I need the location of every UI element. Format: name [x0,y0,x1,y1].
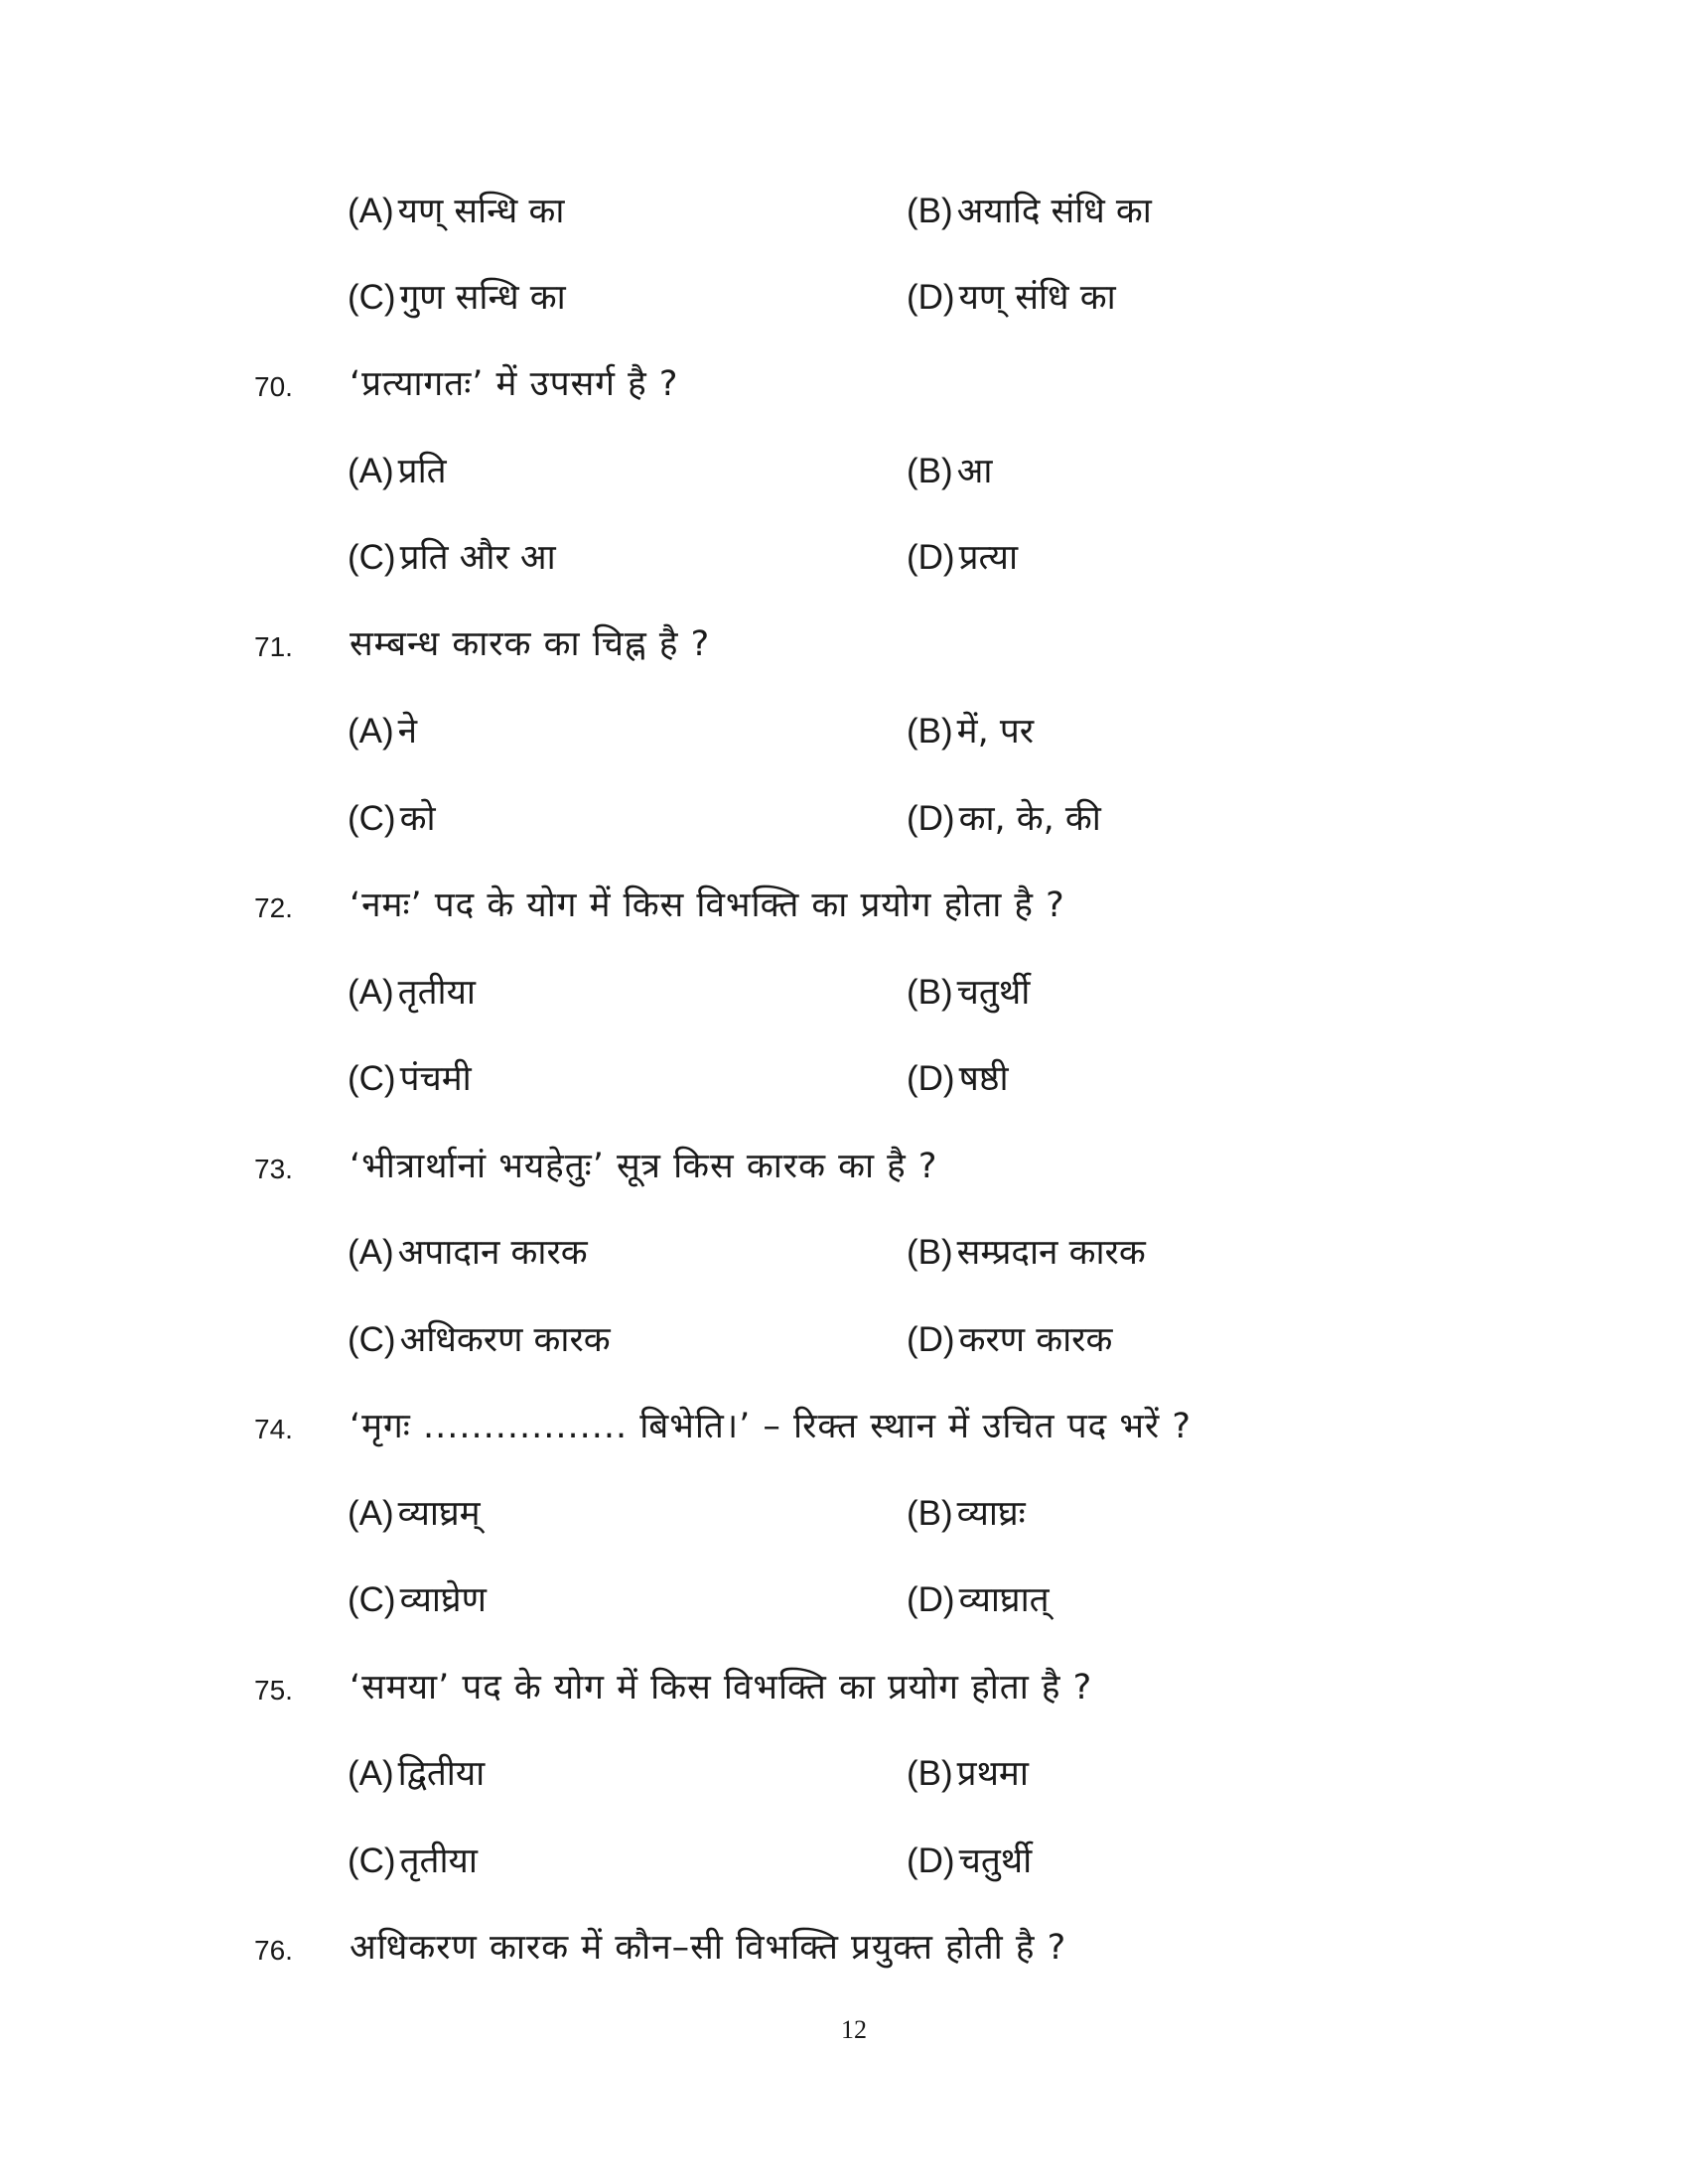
option-row [0,1749,1688,1809]
question-number: 73. [254,1154,293,1184]
option-d [907,533,1018,580]
option-label: (D) [907,1059,955,1098]
question-text: ‘प्रत्यागतः’ में उपसर्ग है ? [350,364,679,404]
option-b [907,447,992,493]
option-label: (B) [907,1754,953,1793]
question-text: ‘मृगः ................. बिभेति।’ – रिक्त स्थान में उचित पद भरें ? [350,1407,1192,1446]
option-label: (C) [348,538,396,577]
option-text: अपादान कारक [397,1233,588,1273]
option-row [0,273,1688,333]
option-row [0,1228,1688,1288]
option-d [907,273,1116,320]
option-label: (D) [907,1580,955,1619]
option-label: (A) [348,1494,394,1533]
option-a [348,187,564,233]
option-label: (C) [348,1580,396,1619]
option-label: (B) [907,192,953,230]
option-a [348,1749,485,1796]
option-label: (B) [907,1494,953,1533]
option-a [348,1228,588,1275]
option-d [907,794,1101,841]
option-b [907,707,1034,753]
option-a [348,968,476,1015]
option-label: (C) [348,1320,396,1359]
option-row [0,187,1688,246]
option-c [348,1315,611,1362]
question-number: 75. [254,1675,293,1706]
question-row [0,1402,1688,1461]
question-text: ‘भीत्रार्थानां भयहेतुः’ सूत्र किस कारक का है ? [350,1147,938,1186]
option-b [907,1489,1026,1536]
option-text: प्रत्या [958,538,1019,578]
option-c [348,1575,487,1622]
option-text: गुण सन्धि का [399,278,566,318]
question-row [0,619,1688,679]
option-label: (C) [348,1059,396,1098]
question-row [0,1923,1688,1982]
option-a [348,707,417,753]
option-row [0,968,1688,1027]
option-text: यण् सन्धि का [397,192,565,231]
question-number: 74. [254,1414,293,1444]
question-number: 76. [254,1935,293,1966]
option-label: (D) [907,799,955,838]
option-text: को [399,799,436,839]
question-number: 71. [254,631,293,662]
option-label: (A) [348,1233,394,1272]
option-label: (D) [907,1842,955,1880]
option-d [907,1837,1032,1883]
option-text: व्याघ्रः [956,1494,1026,1534]
option-c [348,1837,478,1883]
option-c [348,533,556,580]
option-text: व्याघ्रेण [399,1580,487,1620]
option-label: (D) [907,1320,955,1359]
option-a [348,1489,481,1536]
option-b [907,1749,1029,1796]
question-row [0,1663,1688,1722]
question-text: ‘नमः’ पद के योग में किस विभक्ति का प्रयोग होता है ? [350,886,1065,925]
option-text: चतुर्थी [958,1842,1033,1881]
option-text: प्रति [397,452,447,491]
option-row [0,707,1688,766]
option-label: (A) [348,712,394,751]
option-text: में, पर [956,712,1035,751]
option-text: चतुर्थी [956,973,1031,1013]
option-text: अधिकरण कारक [399,1320,611,1360]
option-label: (B) [907,1233,953,1272]
question-text: सम्बन्ध कारक का चिह्न है ? [350,624,711,664]
option-text: व्याघ्रम् [397,1494,481,1534]
option-text: का, के, की [958,799,1101,839]
option-b [907,187,1152,233]
option-row [0,447,1688,506]
option-text: तृतीया [399,1842,478,1881]
question-text: ‘समया’ पद के योग में किस विभक्ति का प्रयोग होता है ? [350,1668,1093,1707]
option-label: (C) [348,1842,396,1880]
option-label: (C) [348,278,396,317]
option-text: द्वितीया [397,1754,486,1794]
option-text: सम्प्रदान कारक [956,1233,1146,1273]
option-c [348,1054,472,1101]
option-text: करण कारक [958,1320,1113,1360]
question-row [0,1142,1688,1201]
option-text: अयादि संधि का [956,192,1152,231]
option-label: (C) [348,799,396,838]
option-row [0,794,1688,854]
option-c [348,794,436,841]
option-label: (A) [348,452,394,490]
option-text: ने [397,712,418,751]
option-label: (A) [348,973,394,1012]
option-d [907,1315,1112,1362]
option-label: (D) [907,278,955,317]
option-label: (B) [907,452,953,490]
option-text: आ [956,452,993,491]
option-text: प्रथमा [956,1754,1029,1794]
option-row [0,533,1688,593]
option-d [907,1575,1050,1622]
option-text: प्रति और आ [399,538,556,578]
option-b [907,1228,1146,1275]
question-text: अधिकरण कारक में कौन–सी विभक्ति प्रयुक्त होती है ? [350,1928,1067,1968]
option-label: (A) [348,1754,394,1793]
option-row [0,1315,1688,1375]
option-b [907,968,1030,1015]
option-text: व्याघ्रात् [958,1580,1050,1620]
question-number: 70. [254,371,293,402]
page-number: 12 [841,2015,867,2044]
option-label: (B) [907,973,953,1012]
question-row [0,359,1688,419]
question-number: 72. [254,892,293,923]
option-c [348,273,566,320]
option-row [0,1054,1688,1114]
option-text: यण् संधि का [958,278,1116,318]
question-row [0,881,1688,940]
option-text: पंचमी [399,1059,472,1099]
option-row [0,1489,1688,1549]
option-label: (B) [907,712,953,751]
option-row [0,1575,1688,1635]
option-label: (D) [907,538,955,577]
option-d [907,1054,1009,1101]
option-label: (A) [348,192,394,230]
option-text: षष्ठी [958,1059,1009,1099]
option-a [348,447,447,493]
option-row [0,1837,1688,1896]
option-text: तृतीया [397,973,476,1013]
